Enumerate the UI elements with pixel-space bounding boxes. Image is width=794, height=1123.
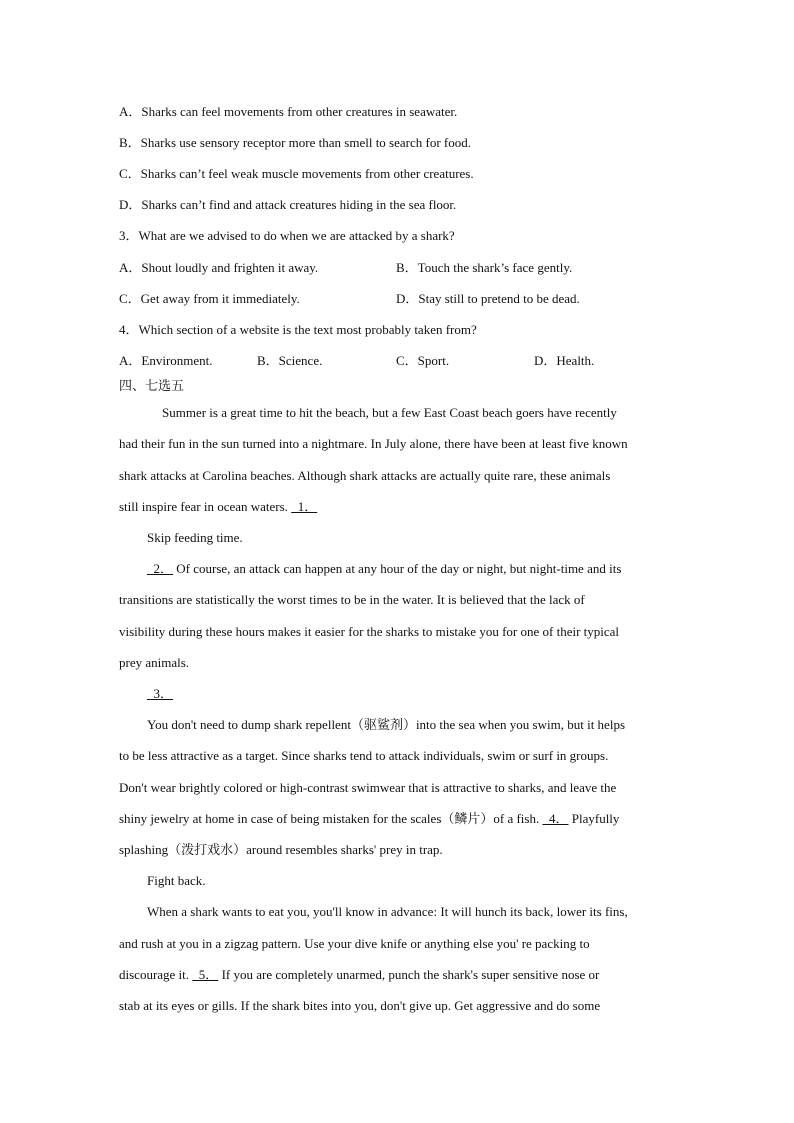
passage-p1-line3: shark attacks at Carolina beaches. Although shark attacks are actually quite rare, these animals	[119, 468, 611, 483]
passage-p4-line2: to be less attractive as a target. Since sharks tend to attack individuals, swim or surf in groups.	[119, 748, 609, 763]
passage-p4-line5: splashing（泼打戏水）around resembles sharks' prey in trap.	[119, 842, 443, 857]
passage-p6-line4: stab at its eyes or gills. If the shark bites into you, don't give up. Get aggressive and do some	[119, 998, 601, 1013]
passage-p6-line3	[119, 967, 599, 983]
passage-p6-line2: and rush at you in a zigzag pattern. Use your dive knife or anything else you' re packing to	[119, 936, 590, 951]
passage-p6-line3-end: If you are completely unarmed, punch the shark's super sensitive nose or	[218, 967, 600, 982]
q3-options-row1	[119, 260, 572, 276]
passage-p4-line4-end: Playfully	[568, 811, 620, 826]
passage-p6-line3-text: discourage it.	[119, 967, 193, 982]
q3-stem: 3．What are we advised to do when we are attacked by a shark?	[119, 228, 455, 243]
passage-p1-line1: Summer is a great time to hit the beach, but a few East Coast beach goers have recently	[162, 405, 617, 420]
q4-option-a: A．Environment.	[119, 353, 213, 368]
q4-option-b: B．Science.	[257, 353, 323, 368]
blank-3: 3．	[147, 686, 174, 701]
q3-option-b: B．Touch the shark’s face gently.	[396, 260, 573, 275]
passage-skip-feeding: Skip feeding time.	[147, 530, 243, 545]
passage-fight-back: Fight back.	[147, 873, 206, 888]
passage-p6-line1: When a shark wants to eat you, you'll know in advance: It will hunch its back, lower its fins,	[147, 904, 628, 919]
blank-4: 4．	[542, 811, 569, 826]
q2-option-d: D．Sharks can’t find and attack creatures hiding in the sea floor.	[119, 197, 457, 212]
passage-p4-line3: Don't wear brightly colored or high-contrast swimwear that is attractive to sharks, and leave the	[119, 780, 617, 795]
passage-p3-line1	[147, 561, 621, 577]
passage-p4-line4	[119, 811, 619, 827]
q2-option-a: A．Sharks can feel movements from other creatures in seawater.	[119, 104, 458, 119]
passage-p3-line3: visibility during these hours makes it easier for the sharks to mistake you for one of their typical	[119, 624, 620, 639]
q3-option-d: D．Stay still to pretend to be dead.	[396, 291, 580, 306]
passage-p4-line4-text: shiny jewelry at home in case of being mistaken for the scales（鳞片）of a fish.	[119, 811, 543, 826]
passage-p1-line2: had their fun in the sun turned into a nightmare. In July alone, there have been at least five known	[119, 436, 628, 451]
passage-p1-line4-text: still inspire fear in ocean waters.	[119, 499, 292, 514]
q2-option-c: C．Sharks can’t feel weak muscle movements from other creatures.	[119, 166, 474, 181]
passage-p3-line1-text: Of course, an attack can happen at any hour of the day or night, but night-time and its	[173, 561, 622, 576]
blank-1: 1．	[291, 499, 318, 514]
q4-option-d: D．Health.	[534, 353, 595, 368]
q3-options-row2	[119, 291, 580, 307]
q4-option-c: C．Sport.	[396, 353, 450, 368]
section-heading: 四、七选五	[119, 379, 185, 394]
blank-5: 5．	[192, 967, 219, 982]
passage-p1-line4	[119, 499, 317, 515]
q4-options-row	[119, 353, 594, 369]
q3-option-a: A．Shout loudly and frighten it away.	[119, 260, 319, 275]
passage-p3-line2: transitions are statistically the worst times to be in the water. It is believed that the lack of	[119, 592, 585, 607]
q3-option-c: C．Get away from it immediately.	[119, 291, 300, 306]
passage-p4-line1: You don't need to dump shark repellent（驱鲨剂）into the sea when you swim, but it helps	[147, 717, 625, 732]
q2-option-b: B．Sharks use sensory receptor more than smell to search for food.	[119, 135, 471, 150]
passage-blank3-line	[147, 686, 173, 702]
q4-stem: 4．Which section of a website is the text most probably taken from?	[119, 322, 477, 337]
passage-p3-line4: prey animals.	[119, 655, 190, 670]
blank-2: 2．	[147, 561, 174, 576]
